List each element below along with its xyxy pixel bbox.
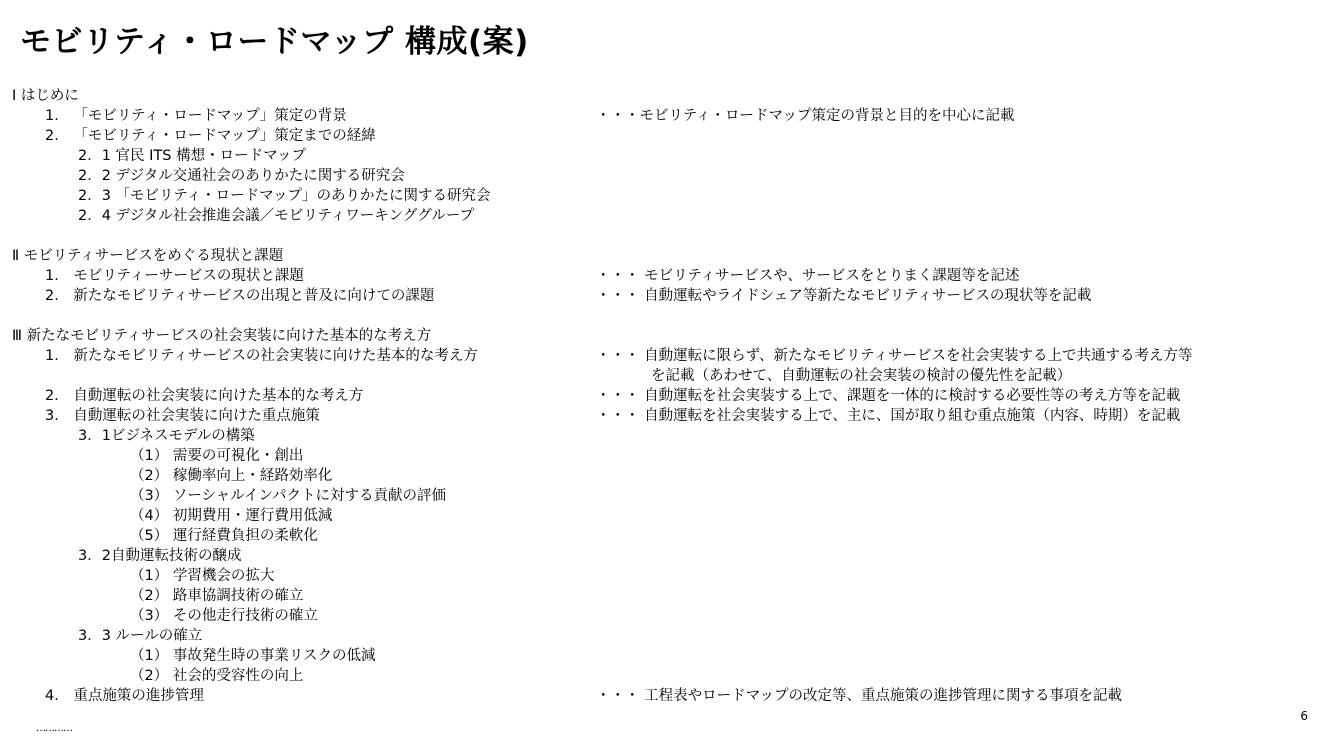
toc-subitem: 3．2自動運転技術の醸成 <box>78 548 242 564</box>
toc-subsubitem: （3） その他走行技術の確立 <box>130 608 318 624</box>
toc-item: 2． 「モビリティ・ロードマップ」策定までの経緯 <box>45 128 376 144</box>
toc-subsubitem: （1） 学習機会の拡大 <box>130 568 275 584</box>
toc-item: 2． 自動運転の社会実装に向けた基本的な考え方 <box>45 388 364 404</box>
toc-item: 1． 「モビリティ・ロードマップ」策定の背景 <box>45 108 347 124</box>
toc-subsubitem: （1） 事故発生時の事業リスクの低減 <box>130 648 376 664</box>
toc-chapter-2: Ⅱ モビリティサービスをめぐる現状と課題 <box>12 248 284 264</box>
toc-note-continuation: を記載（あわせて、自動運転の社会実装の検討の優先性を記載） <box>651 368 1072 384</box>
toc-item: 2． 新たなモビリティサービスの出現と普及に向けての課題 <box>45 288 435 304</box>
toc-note: ・・・モビリティ・ロードマップ策定の背景と目的を中心に記載 <box>596 108 1015 124</box>
toc-note: ・・・ モビリティサービスや、サービスをとりまく課題等を記述 <box>596 268 1020 284</box>
toc-item: 4． 重点施策の進捗管理 <box>45 688 204 704</box>
toc-subsubitem: （5） 運行経費負担の柔軟化 <box>130 528 318 544</box>
toc-subsubitem: （2） 稼働率向上・経路効率化 <box>130 468 333 484</box>
toc-subitem: 2．1 官民 ITS 構想・ロードマップ <box>78 148 307 164</box>
toc-subitem: 2．3 「モビリティ・ロードマップ」のありかたに関する研究会 <box>78 188 491 204</box>
toc-note: ・・・ 工程表やロードマップの改定等、重点施策の進捗管理に関する事項を記載 <box>596 688 1123 704</box>
toc-note: ・・・ 自動運転を社会実装する上で、課題を一体的に検討する必要性等の考え方等を記載 <box>596 388 1181 404</box>
toc-item: 1． 新たなモビリティサービスの社会実装に向けた基本的な考え方 <box>45 348 478 364</box>
toc-subsubitem: （2） 社会的受容性の向上 <box>130 668 304 684</box>
toc-chapter-1: Ⅰ はじめに <box>12 88 79 104</box>
toc-subitem: 3．1ビジネスモデルの構築 <box>78 428 255 444</box>
toc-chapter-3: Ⅲ 新たなモビリティサービスの社会実装に向けた基本的な考え方 <box>12 328 432 344</box>
toc-subitem: 2．2 デジタル交通社会のありかたに関する研究会 <box>78 168 405 184</box>
toc-subitem: 2．4 デジタル社会推進会議／モビリティワーキンググループ <box>78 208 475 224</box>
toc-subsubitem: （1） 需要の可視化・創出 <box>130 448 304 464</box>
toc-subsubitem: （4） 初期費用・運行費用低減 <box>130 508 333 524</box>
toc-subitem: 3．3 ルールの確立 <box>78 628 203 644</box>
toc-item: 1． モビリティーサービスの現状と課題 <box>45 268 304 284</box>
toc-note: ・・・ 自動運転に限らず、新たなモビリティサービスを社会実装する上で共通する考え方等 <box>596 348 1193 364</box>
toc-item: 3． 自動運転の社会実装に向けた重点施策 <box>45 408 320 424</box>
toc-note: ・・・ 自動運転を社会実装する上で、主に、国が取り組む重点施策（内容、時期）を記載 <box>596 408 1181 424</box>
page-number: 6 <box>1300 709 1308 723</box>
toc-note: ・・・ 自動運転やライドシェア等新たなモビリティサービスの現状等を記載 <box>596 288 1092 304</box>
toc-subsubitem: （3） ソーシャルインパクトに対する貢献の評価 <box>130 488 447 504</box>
page-title: モビリティ・ロードマップ 構成(案) <box>20 24 529 60</box>
toc-subsubitem: （2） 路車協調技術の確立 <box>130 588 304 604</box>
trailing-dots: ………… <box>36 723 72 734</box>
